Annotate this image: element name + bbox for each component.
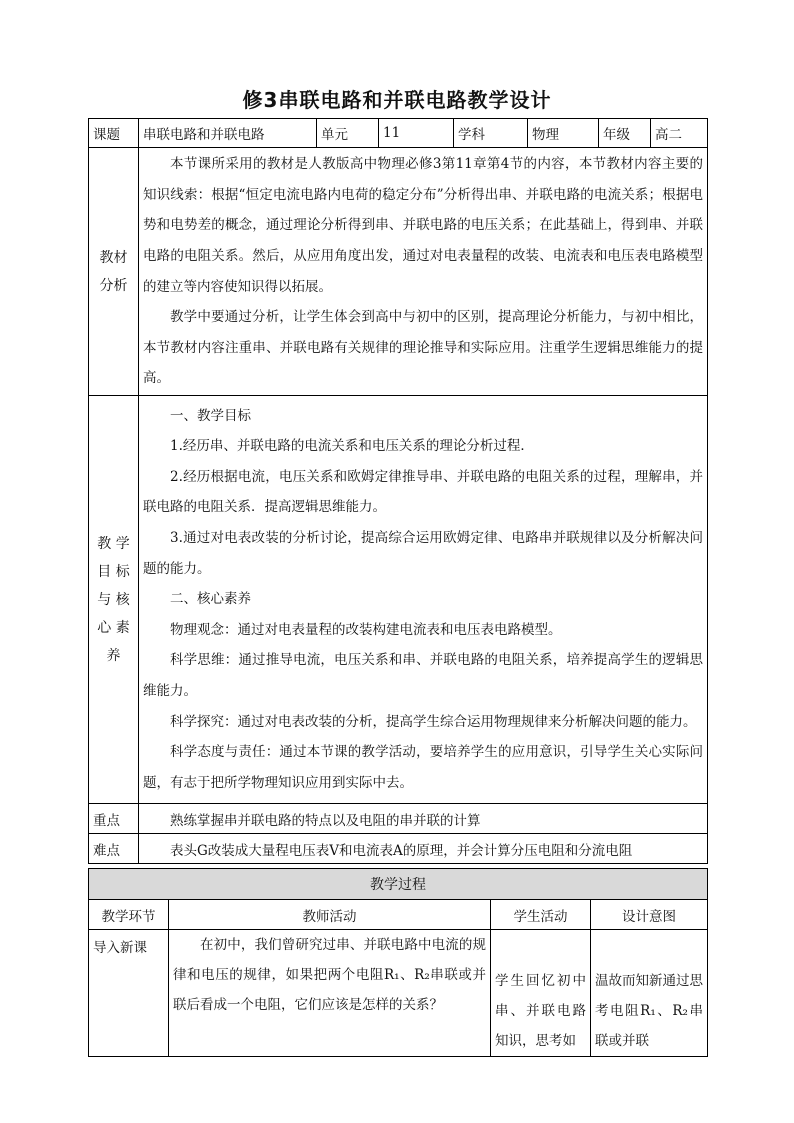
teaching-process-table xyxy=(88,868,708,1057)
objectives-heading: 一、教学目标 xyxy=(170,407,251,424)
core-literacy-item: 科学态度与责任：通过本节课的教学活动，要培养学生的应用意识，引导学生关心实际问题，有志于把所学物理知识应用到实际中去。 xyxy=(143,744,703,791)
material-paragraph: 教学中要通过分析，让学生体会到高中与初中的区别，提高理论分析能力，与初中相比，本节教材内容注重串、并联电路有关规律的理论推导和实际应用。注重学生逻辑思维能力的提高。 xyxy=(143,309,703,387)
objectives-label-line: 教 学 xyxy=(97,535,130,552)
subject-label: 学科 xyxy=(454,119,528,148)
key-point-text xyxy=(139,804,708,834)
material-paragraph: 本节课所采用的教材是人教版高中物理必修3第11章第4节的内容，本节教材内容主要的知识线索：根据“恒定电流电路内电荷的稳定分布”分析得出串、并联电路的电流关系；根据电势和电势差的概念，通过理论分析得到串、并联电路的电压关系；在此基础上，得到串、并联电路的电阻关系。然后，从应用角度出发，通过对电表量程的改装、电流表和电压表电路模型的建立等内容使知识得以拓展。 xyxy=(143,156,703,295)
subject-value: 物理 xyxy=(528,119,599,148)
column-student: 学生活动 xyxy=(491,900,591,930)
topic-label: 课题 xyxy=(89,119,139,148)
material-analysis-label xyxy=(89,148,139,396)
objective-item: 3.通过对电表改装的分析讨论，提高综合运用欧姆定律、电路串并联规律以及分析解决问题的能力。 xyxy=(143,530,703,577)
key-point-value: 熟练掌握串并联电路的特点以及电阻的串并联的计算 xyxy=(170,812,481,829)
design-intent-text: 温故而知新通过思考电阻R₁、R₂串联或并联 xyxy=(595,973,703,1049)
unit-value: 11 xyxy=(379,119,454,148)
key-point-label: 重点 xyxy=(89,804,139,834)
grade-value: 高二 xyxy=(651,119,708,148)
core-literacy-item: 物理观念：通过对电表量程的改装构建电流表和电压表电路模型。 xyxy=(170,621,562,638)
process-header-row xyxy=(89,869,708,900)
material-analysis-row xyxy=(89,148,708,396)
unit-label: 单元 xyxy=(317,119,379,148)
topic-value: 串联电路和并联电路 xyxy=(139,119,317,148)
student-activity-text: 学生回忆初中串、并联电路知识，思考如 xyxy=(495,973,586,1049)
process-header: 教学过程 xyxy=(89,869,708,900)
design-intent-cell xyxy=(591,930,708,1057)
objectives-label-line: 养 xyxy=(106,647,121,664)
info-row xyxy=(89,119,708,148)
material-label-line: 分析 xyxy=(99,277,128,294)
difficulty-text xyxy=(139,834,708,864)
student-activity-cell xyxy=(491,930,591,1057)
process-row-intro xyxy=(89,930,708,1057)
objectives-label xyxy=(89,396,139,804)
objectives-row xyxy=(89,396,708,804)
difficulty-label: 难点 xyxy=(89,834,139,864)
column-intent: 设计意图 xyxy=(591,900,708,930)
material-analysis-content xyxy=(139,148,708,396)
difficulty-value: 表头G改装成大量程电压表V和电流表A的原理，并会计算分压电阻和分流电阻 xyxy=(170,842,633,859)
objectives-content xyxy=(139,396,708,804)
stage-cell: 导入新课 xyxy=(89,930,169,1057)
column-teacher: 教师活动 xyxy=(169,900,491,930)
page-title: 修3串联电路和并联电路教学设计 xyxy=(242,88,552,112)
core-literacy-item: 科学探究：通过对电表改装的分析，提高学生综合运用物理规律来分析解决问题的能力。 xyxy=(170,713,697,730)
core-literacy-item: 科学思维：通过推导电流，电压关系和串、并联电路的电阻关系，培养提高学生的逻辑思维能力。 xyxy=(143,652,703,699)
objective-item: 1.经历串、并联电路的电流关系和电压关系的理论分析过程． xyxy=(170,438,534,455)
difficulty-row xyxy=(89,834,708,864)
objectives-label-line: 与 核 xyxy=(97,591,130,608)
lesson-info-table xyxy=(88,118,708,864)
objectives-label-line: 目 标 xyxy=(97,563,130,580)
column-stage: 教学环节 xyxy=(89,900,169,930)
teacher-activity-text: 在初中，我们曾研究过串、并联电路中电流的规律和电压的规律，如果把两个电阻R₁、R₂串联或并联后看成一个电阻，它们应该是怎样的关系？ xyxy=(173,937,486,1013)
process-columns-row xyxy=(89,900,708,930)
teacher-activity-cell xyxy=(169,930,491,1057)
key-point-row xyxy=(89,804,708,834)
grade-label: 年级 xyxy=(599,119,651,148)
objective-item: 2.经历根据电流，电压关系和欧姆定律推导串、并联电路的电阻关系的过程，理解串，并联电路的电阻关系．提高逻辑思维能力。 xyxy=(143,468,703,516)
material-label-line: 教材 xyxy=(99,249,128,266)
objectives-label-line: 心 素 xyxy=(97,619,130,636)
core-literacy-heading: 二、核心素养 xyxy=(170,591,251,608)
